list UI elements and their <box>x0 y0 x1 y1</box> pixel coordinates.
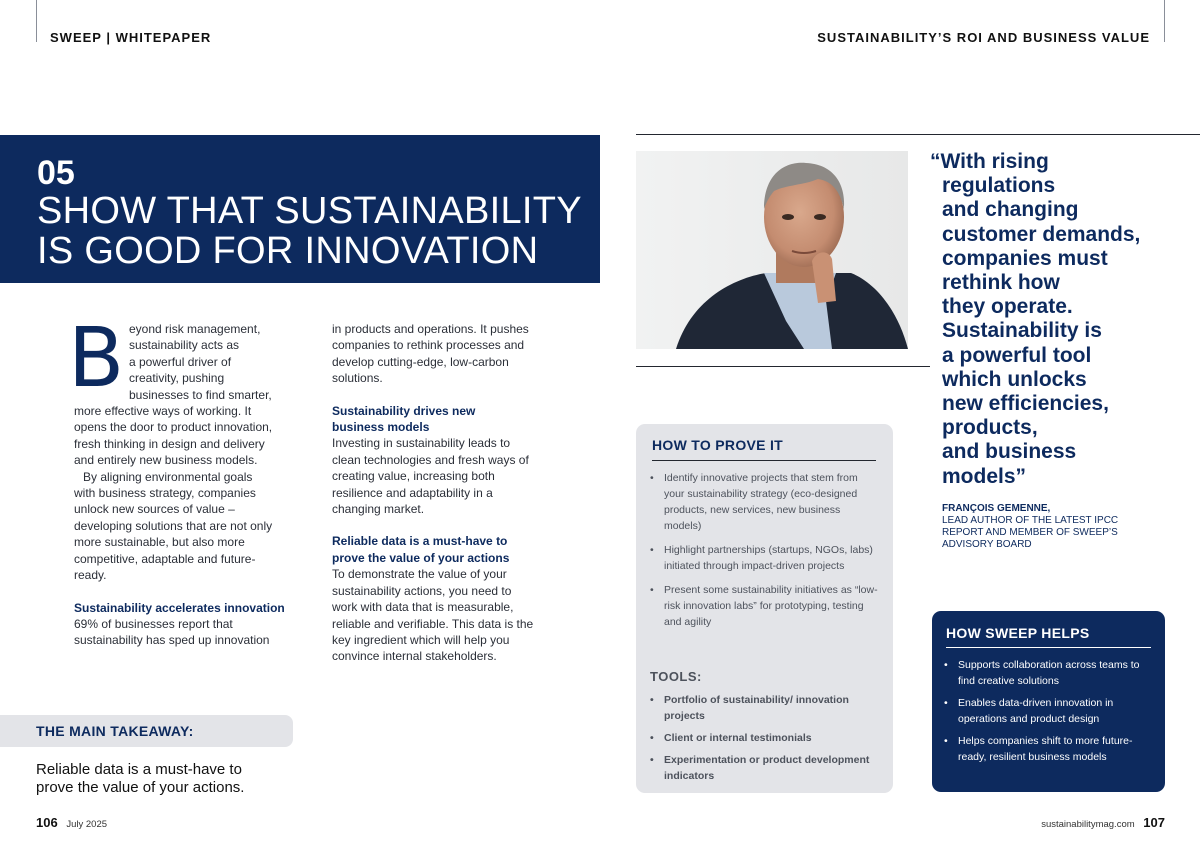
helps-list <box>944 657 1159 771</box>
quote-role-line: LEAD AUTHOR OF THE LATEST IPCC <box>942 515 1119 526</box>
how-to-prove-panel <box>636 424 893 793</box>
list-item: • Highlight partnerships (startups, NGOs, labs) initiated through impact-driven projects <box>650 542 878 574</box>
issue-date: July 2025 <box>66 819 108 830</box>
list-item: • Present some sustainability initiatives as “low-risk innovation labs” for prototyping, testing and agility <box>650 582 878 630</box>
photo-bottom-rule <box>636 366 930 367</box>
takeaway-label: THE MAIN TAKEAWAY: <box>0 715 293 747</box>
prove-list <box>650 470 878 638</box>
how-sweep-helps-title: HOW SWEEP HELPS <box>946 625 1090 641</box>
quote-line: regulations <box>942 174 1056 198</box>
header-right-label: SUSTAINABILITY’S ROI AND BUSINESS VALUE <box>817 30 1150 45</box>
quote-line: Sustainability is <box>942 319 1102 343</box>
header-divider-left <box>36 0 37 42</box>
page-number-left: 106 <box>36 815 58 830</box>
quote-line: and business <box>942 440 1077 464</box>
subheading-reliable-data: Reliable data is a must-have to prove the value of your actions <box>332 534 510 565</box>
quote-line: companies must <box>942 246 1108 270</box>
list-item: • Client or internal testimonials <box>650 730 878 746</box>
list-item: • Identify innovative projects that stem from your sustainability strategy (eco-designed products, new services, new business models) <box>650 470 878 534</box>
header-left-label: SWEEP | WHITEPAPER <box>50 30 212 45</box>
list-item: • Helps companies shift to more future-ready, resilient business models <box>944 733 1159 765</box>
list-item: • Supports collaboration across teams to find creative solutions <box>944 657 1159 689</box>
quote-line: products, <box>942 416 1038 440</box>
takeaway-line-2: prove the value of your actions. <box>36 779 245 796</box>
section-title-line2: IS GOOD FOR INNOVATION <box>37 230 539 272</box>
intro-line-2: sustainability acts as <box>129 338 240 353</box>
how-to-prove-title: HOW TO PROVE IT <box>652 437 784 453</box>
quote-line: new efficiencies, <box>942 392 1109 416</box>
paragraph-values: By aligning environmental goals with business strategy, companies unlock new sources of value – developing solutions that are not only more sustainable, but also more competitive, adaptable and future-ready. <box>74 469 273 583</box>
paragraph-69-percent: 69% of businesses report that sustainability has sped up innovation <box>74 616 270 648</box>
quote-line: “With rising <box>930 150 1049 173</box>
quote-line: which unlocks <box>942 367 1087 391</box>
intro-rest: more effective ways of working. It opens the door to product innovation, fresh thinking in design and delivery and entirely new business models. <box>74 404 273 468</box>
quote-line: and changing <box>942 198 1079 222</box>
quote-line: a powerful tool <box>942 343 1092 367</box>
section-title-block <box>0 135 600 283</box>
paragraph-demonstrate: To demonstrate the value of your sustainability actions, you need to work with data that is measurable, reliable and verifiable. This data is the key ingredient which will help you convince internal stakeholders. <box>332 567 534 664</box>
paragraph-investing: Investing in sustainability leads to clean technologies and fresh ways of creating value, increasing both resilience and adaptability in a changing market. <box>332 436 529 517</box>
portrait-photo <box>636 151 908 349</box>
quote-line: customer demands, <box>942 222 1141 246</box>
quote-attribution <box>942 503 1118 551</box>
body-column-2 <box>332 321 547 665</box>
section-title-line1: SHOW THAT SUSTAINABILITY <box>37 190 582 232</box>
page-number-right: 107 <box>1143 815 1165 830</box>
tools-heading: TOOLS: <box>650 669 702 684</box>
takeaway-line-1: Reliable data is a must-have to <box>36 761 242 778</box>
section-number: 05 <box>37 154 75 192</box>
how-sweep-helps-panel <box>932 611 1165 792</box>
panel-rule <box>946 647 1151 648</box>
quote-role-line: ADVISORY BOARD <box>942 539 1032 550</box>
paragraph-continued: in products and operations. It pushes companies to rethink processes and develop cutting-edge, low-carbon solutions. <box>332 322 529 386</box>
intro-line-3: a powerful driver of <box>129 354 232 369</box>
photo-top-rule <box>636 134 1200 135</box>
quote-role-line: REPORT AND MEMBER OF SWEEP’S <box>942 527 1118 538</box>
panel-rule <box>652 460 876 461</box>
intro-line-1: eyond risk management, <box>129 322 261 336</box>
pull-quote <box>930 150 1170 489</box>
list-item: • Enables data-driven innovation in operations and product design <box>944 695 1159 727</box>
site-url: sustainabilitymag.com <box>1041 819 1135 830</box>
tools-list <box>650 692 878 790</box>
list-item: • Experimentation or product development indicators <box>650 752 878 784</box>
header-divider-right <box>1164 0 1165 42</box>
list-item: • Portfolio of sustainability/ innovation projects <box>650 692 878 724</box>
quote-line: they operate. <box>942 295 1073 319</box>
subheading-business-models: Sustainability drives new business models <box>332 403 476 435</box>
takeaway-text <box>36 761 244 797</box>
intro-line-4: creativity, pushing <box>129 371 225 386</box>
quote-line: rethink how <box>942 271 1060 295</box>
subheading-accelerates: Sustainability accelerates innovation <box>74 600 285 615</box>
intro-paragraph <box>68 311 296 469</box>
body-column-1 <box>68 311 296 649</box>
quote-author: FRANÇOIS GEMENNE, <box>942 503 1051 514</box>
footer-right <box>1041 815 1165 830</box>
quote-line: models” <box>942 464 1027 488</box>
footer-left <box>36 815 107 830</box>
drop-cap: B <box>68 311 125 406</box>
intro-line-5: businesses to find smarter, <box>129 387 272 402</box>
